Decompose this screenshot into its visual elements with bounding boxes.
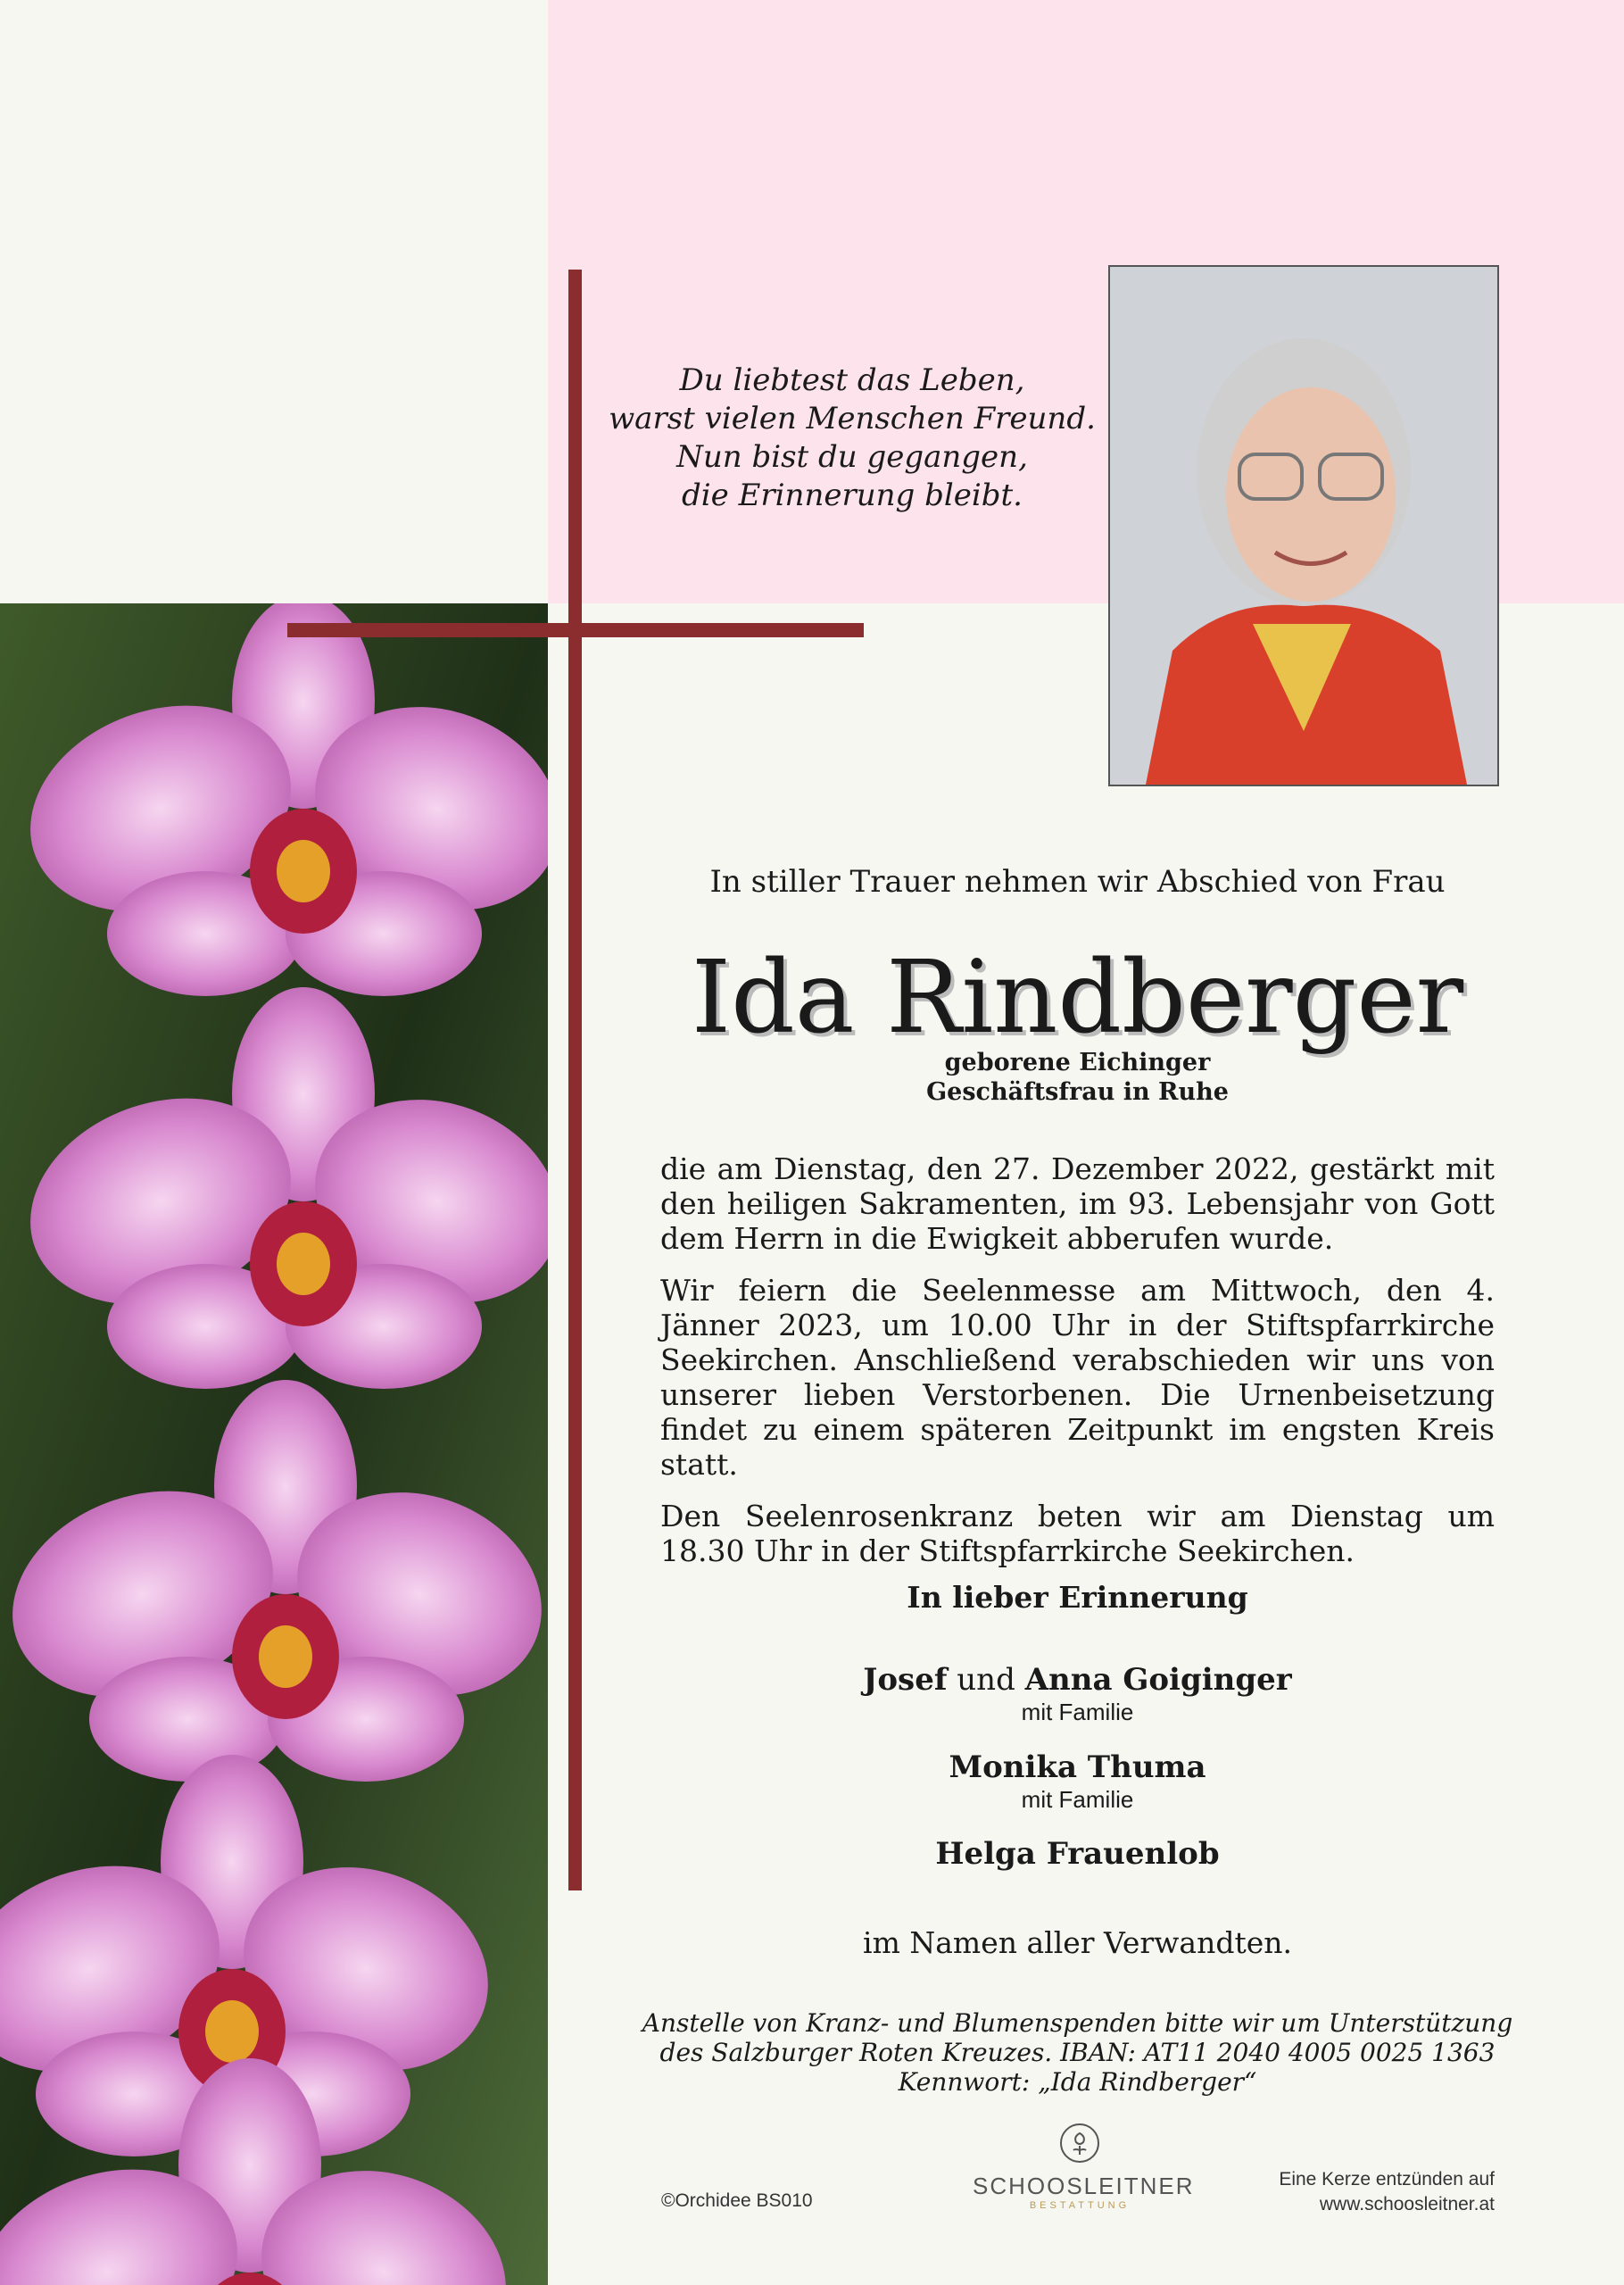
birth-name: geborene Eichinger xyxy=(944,1049,1211,1076)
logo-tagline: BESTATTUNG xyxy=(1029,2200,1131,2211)
orchid-photo xyxy=(0,603,548,2285)
mourner-family-2: Monika Thuma xyxy=(949,1749,1206,1785)
conjunction: und xyxy=(957,1662,1015,1698)
donation-line: des Salzburger Roten Kreuzes. IBAN: AT11 2040 4005 0025 1363 xyxy=(659,2038,1496,2067)
cross-horizontal-bar xyxy=(287,623,864,637)
cross-vertical-bar xyxy=(568,270,582,1890)
website-link[interactable]: www.schoosleitner.at xyxy=(1319,2194,1495,2214)
donation-line: Anstelle von Kranz- und Blumenspenden bitte wir um Unterstützung xyxy=(642,2008,1513,2038)
logo-name: SCHOOSLEITNER xyxy=(973,2173,1195,2199)
announcement-body xyxy=(660,1151,1495,1585)
closing-line: im Namen aller Verwandten. xyxy=(863,1925,1292,1960)
portrait-photo xyxy=(1108,265,1499,786)
paragraph: die am Dienstag, den 27. Dezember 2022, gestärkt mit den heiligen Sakramenten, im 93. Lebensjahr von Gott dem Herrn in die Ewigkeit abberufen wurde. xyxy=(660,1151,1495,1256)
deceased-details xyxy=(625,1048,1530,1107)
candle-link-note xyxy=(1279,2167,1495,2217)
mourner-family-1 xyxy=(625,1662,1530,1698)
deceased-name: Ida Rindberger xyxy=(691,940,1464,1056)
rose-icon xyxy=(1059,2123,1100,2164)
mourner-family-1-sub: mit Familie xyxy=(1021,1699,1134,1725)
mourner-name: Josef xyxy=(863,1662,948,1698)
occupation: Geschäftsfrau in Ruhe xyxy=(926,1078,1229,1106)
image-credit: ©Orchidee BS010 xyxy=(661,2190,813,2211)
paragraph: Den Seelenrosenkranz beten wir am Dienstag um 18.30 Uhr in der Stiftspfarrkirche Seekirchen. xyxy=(660,1499,1495,1568)
donation-line: Kennwort: „Ida Rindberger“ xyxy=(898,2067,1257,2097)
candle-text: Eine Kerze entzünden auf xyxy=(1279,2169,1495,2189)
poem-line: Du liebtest das Leben, xyxy=(679,362,1025,398)
donation-note xyxy=(625,2008,1530,2097)
mourner-family-3: Helga Frauenlob xyxy=(935,1836,1220,1872)
funeral-home-logo xyxy=(973,2123,1195,2211)
poem-line: die Erinnerung bleibt. xyxy=(682,478,1023,513)
poem-line: warst vielen Menschen Freund. xyxy=(609,401,1096,436)
memory-heading: In lieber Erinnerung xyxy=(907,1580,1248,1615)
mourner-family-2-sub: mit Familie xyxy=(1021,1786,1134,1813)
memorial-poem xyxy=(589,361,1115,515)
mourner-name: Anna Goiginger xyxy=(1024,1662,1292,1698)
paragraph: Wir feiern die Seelenmesse am Mittwoch, den 4. Jänner 2023, um 10.00 Uhr in der Stiftspfarrkirche Seekirchen. Anschließend verabschieden wir uns von unserer lieben Verstorbenen. Die Urnenbeisetzung findet zu einem späteren Zeitpunkt im engsten Kreis statt. xyxy=(660,1273,1495,1482)
poem-line: Nun bist du gegangen, xyxy=(676,439,1028,475)
intro-line: In stiller Trauer nehmen wir Abschied von Frau xyxy=(709,864,1446,900)
